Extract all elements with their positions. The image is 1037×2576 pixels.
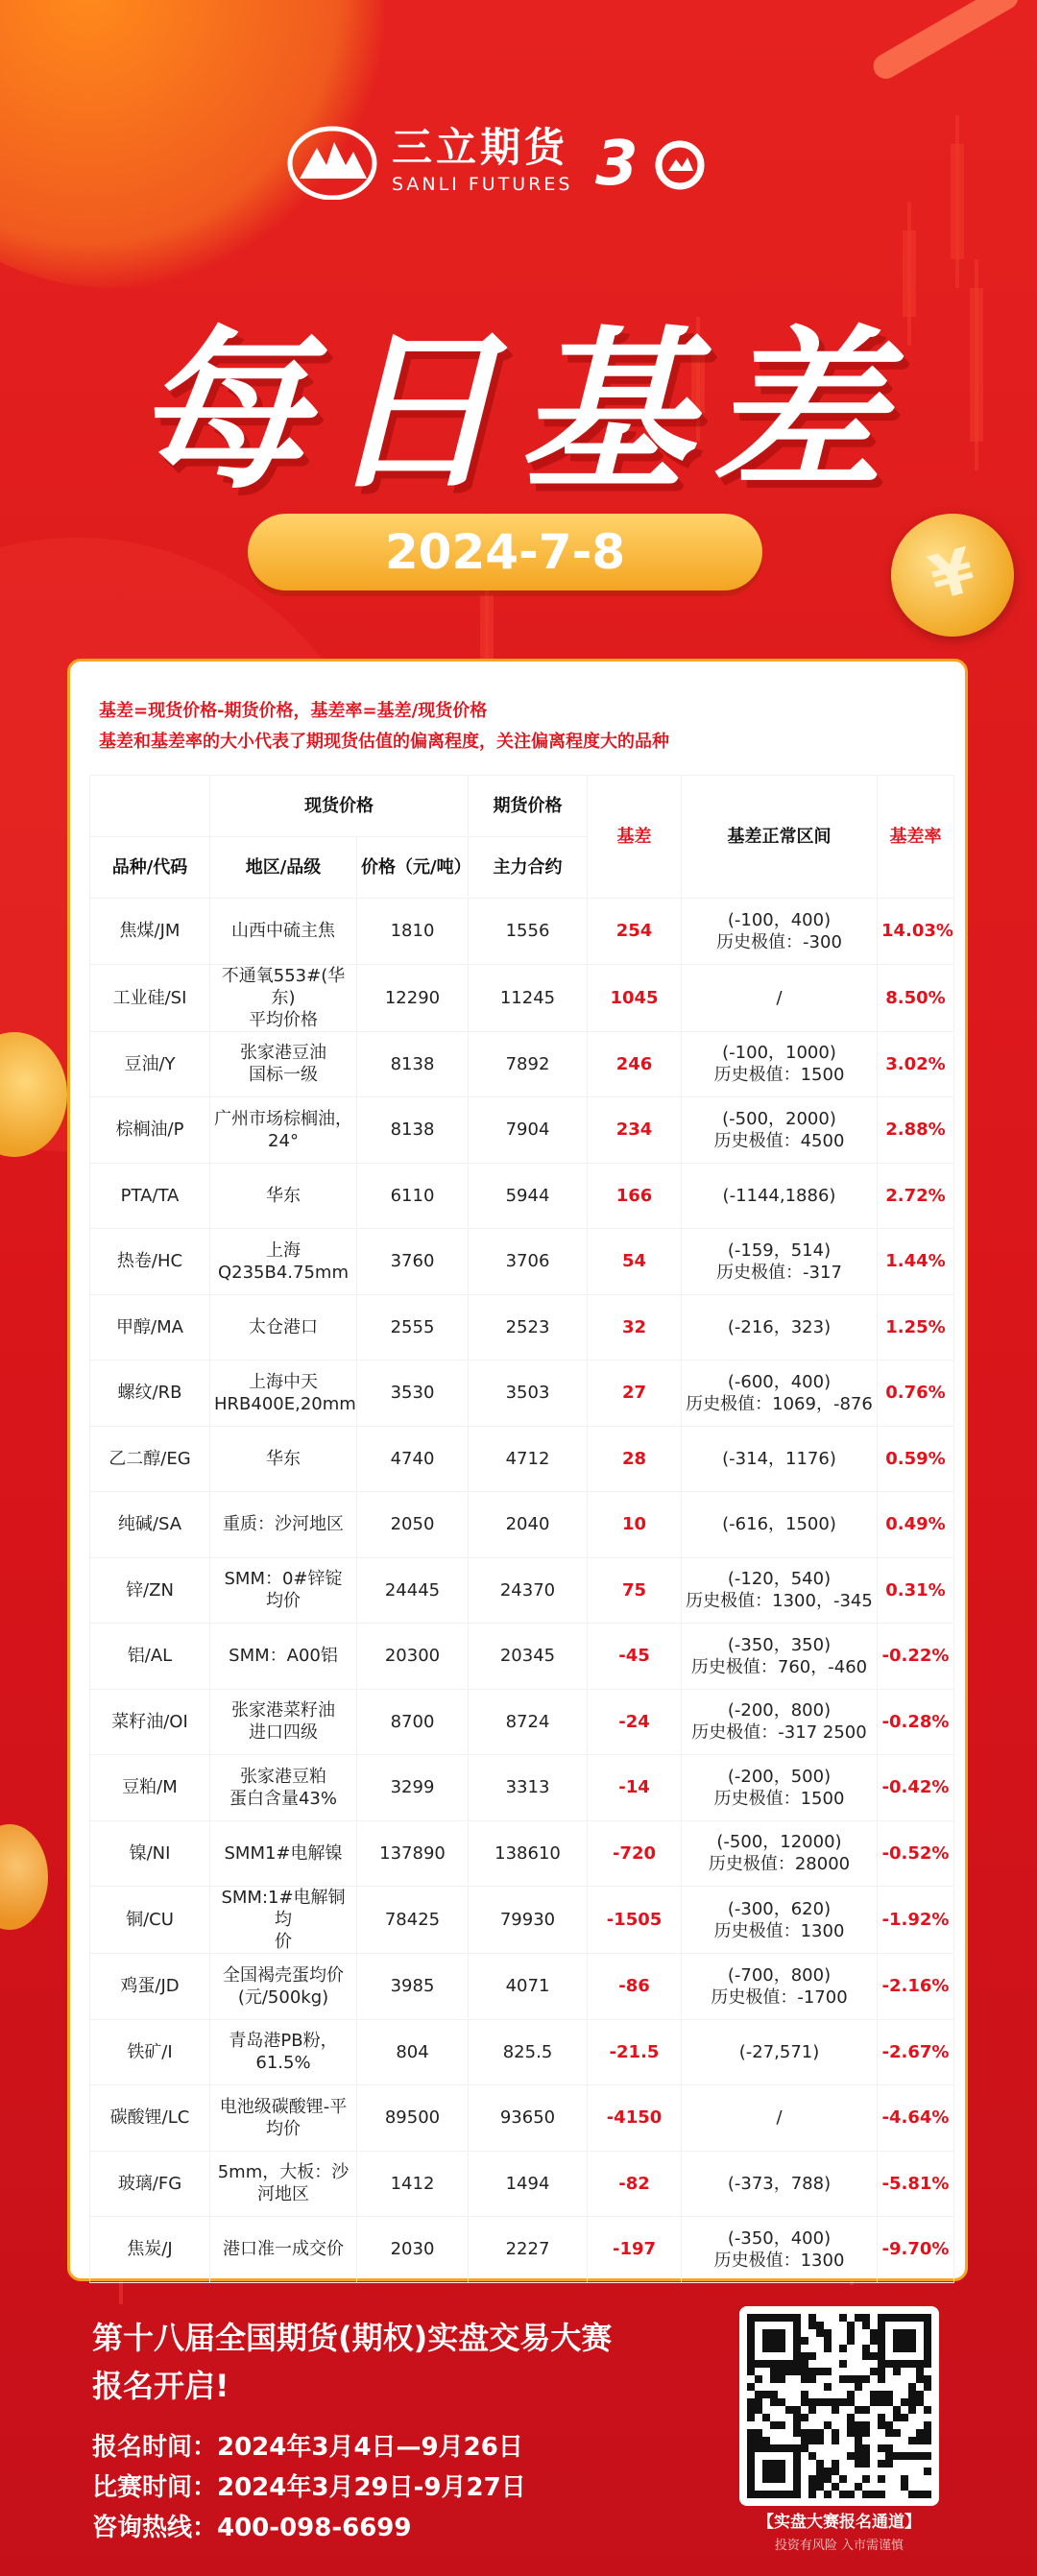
futures-price-cell: 5944: [469, 1163, 588, 1229]
contest-info: [92, 2427, 526, 2548]
spot-price-cell: 4740: [357, 1426, 469, 1492]
basis-cell: -1505: [588, 1887, 682, 1954]
basis-cell: -4150: [588, 2085, 682, 2152]
normal-range-cell: (-350，350) 历史极值：760，-460: [682, 1624, 878, 1690]
spot-price-cell: 89500: [357, 2085, 469, 2152]
variety-cell: 工业硅/SI: [90, 964, 210, 1031]
table-row: [90, 2019, 954, 2085]
spot-price-cell: 2050: [357, 1492, 469, 1558]
table-row: [90, 1360, 954, 1427]
basis-rate-cell: 0.31%: [878, 1557, 954, 1624]
basis-rate-cell: 14.03%: [878, 899, 954, 965]
variety-cell: 玻璃/FG: [90, 2151, 210, 2217]
basis-rate-cell: 8.50%: [878, 964, 954, 1031]
variety-cell: 热卷/HC: [90, 1229, 210, 1295]
basis-cell: 254: [588, 899, 682, 965]
normal-range-cell: (-159，514) 历史极值：-317: [682, 1229, 878, 1295]
basis-cell: -720: [588, 1820, 682, 1887]
variety-cell: 焦炭/J: [90, 2217, 210, 2283]
basis-rate-cell: -5.81%: [878, 2151, 954, 2217]
header-basis-rate: 基差率: [878, 776, 954, 899]
brand-logo: [286, 123, 711, 200]
variety-cell: 菜籽油/OI: [90, 1689, 210, 1755]
basis-rate-cell: -2.16%: [878, 1954, 954, 2020]
futures-price-cell: 11245: [469, 964, 588, 1031]
spot-price-cell: 20300: [357, 1624, 469, 1690]
basis-cell: -82: [588, 2151, 682, 2217]
futures-price-cell: 138610: [469, 1820, 588, 1887]
basis-cell: -14: [588, 1755, 682, 1821]
futures-price-cell: 3503: [469, 1360, 588, 1427]
spot-price-cell: 3299: [357, 1755, 469, 1821]
qr-label: 【实盘大赛报名通道】: [758, 2513, 921, 2532]
variety-cell: 豆油/Y: [90, 1031, 210, 1097]
region-cell: 不通氧553#(华东) 平均价格: [210, 964, 357, 1031]
spot-price-cell: 3530: [357, 1360, 469, 1427]
futures-price-cell: 20345: [469, 1624, 588, 1690]
table-row: [90, 1954, 954, 2020]
header-spot-value: 价格（元/吨）: [357, 837, 469, 899]
region-cell: SMM:1#电解铜均 价: [210, 1887, 357, 1954]
basis-cell: -21.5: [588, 2019, 682, 2085]
table-row: [90, 2151, 954, 2217]
region-cell: 广州市场棕榈油， 24°: [210, 1097, 357, 1164]
contest-subtitle: 报名开启!: [92, 2368, 229, 2404]
spot-price-cell: 6110: [357, 1163, 469, 1229]
basis-cell: 32: [588, 1294, 682, 1360]
futures-price-cell: 825.5: [469, 2019, 588, 2085]
table-row: [90, 899, 954, 965]
spot-price-cell: 8700: [357, 1689, 469, 1755]
futures-price-cell: 4712: [469, 1426, 588, 1492]
variety-cell: 碳酸锂/LC: [90, 2085, 210, 2152]
region-cell: 青岛港PB粉， 61.5%: [210, 2019, 357, 2085]
risk-warning: 投资有风险 入市需谨慎: [774, 2539, 904, 2553]
normal-range-cell: (-200，500) 历史极值：1500: [682, 1755, 878, 1821]
yuan-coin-icon: ¥: [878, 500, 1028, 651]
normal-range-cell: (-100，1000) 历史极值：1500: [682, 1031, 878, 1097]
table-row: [90, 1492, 954, 1558]
region-cell: 港口准一成交价: [210, 2217, 357, 2283]
spot-price-cell: 2030: [357, 2217, 469, 2283]
basis-cell: 10: [588, 1492, 682, 1558]
basis-rate-cell: 3.02%: [878, 1031, 954, 1097]
basis-rate-cell: -0.28%: [878, 1689, 954, 1755]
header-variety: 品种/代码: [90, 837, 210, 899]
variety-cell: 铜/CU: [90, 1887, 210, 1954]
basis-rate-cell: 2.88%: [878, 1097, 954, 1164]
variety-cell: 锌/ZN: [90, 1557, 210, 1624]
mountain-logo-icon: [286, 123, 378, 200]
normal-range-cell: (-600，400) 历史极值：1069，-876: [682, 1360, 878, 1427]
futures-price-cell: 3313: [469, 1755, 588, 1821]
basis-rate-cell: 0.49%: [878, 1492, 954, 1558]
table-row: [90, 2217, 954, 2283]
region-cell: 太仓港口: [210, 1294, 357, 1360]
basis-cell: 234: [588, 1097, 682, 1164]
basis-rate-cell: -0.22%: [878, 1624, 954, 1690]
table-body: [90, 899, 954, 2283]
spot-price-cell: 3985: [357, 1954, 469, 2020]
variety-cell: 棕榈油/P: [90, 1097, 210, 1164]
basis-cell: 246: [588, 1031, 682, 1097]
header-spot-price: 现货价格: [210, 776, 469, 837]
spot-price-cell: 24445: [357, 1557, 469, 1624]
table-row: [90, 1426, 954, 1492]
normal-range-cell: (-350，400) 历史极值：1300: [682, 2217, 878, 2283]
variety-cell: 螺纹/RB: [90, 1360, 210, 1427]
basis-rate-cell: -9.70%: [878, 2217, 954, 2283]
basis-cell: 1045: [588, 964, 682, 1031]
signup-time: 报名时间：2024年3月4日—9月26日: [92, 2433, 523, 2462]
region-cell: 上海中天 HRB400E,20mm: [210, 1360, 357, 1427]
futures-price-cell: 2227: [469, 2217, 588, 2283]
normal-range-cell: (-616，1500): [682, 1492, 878, 1558]
variety-cell: 乙二醇/EG: [90, 1426, 210, 1492]
definition-notes: [99, 696, 669, 758]
basis-cell: 27: [588, 1360, 682, 1427]
anniversary-30-icon: [595, 127, 711, 196]
region-cell: 张家港菜籽油 进口四级: [210, 1689, 357, 1755]
basis-rate-cell: -0.42%: [878, 1755, 954, 1821]
region-cell: 华东: [210, 1163, 357, 1229]
basis-rate-cell: 0.59%: [878, 1426, 954, 1492]
page-title: 每日基差: [133, 312, 903, 513]
table-row: [90, 1887, 954, 1954]
futures-price-cell: 24370: [469, 1557, 588, 1624]
basis-cell: 54: [588, 1229, 682, 1295]
region-cell: 上海 Q235B4.75mm: [210, 1229, 357, 1295]
normal-range-cell: (-373，788): [682, 2151, 878, 2217]
table-row: [90, 1163, 954, 1229]
header-normal-range: 基差正常区间: [682, 776, 878, 899]
variety-cell: 焦煤/JM: [90, 899, 210, 965]
contest-title: 第十八届全国期货(期权)实盘交易大赛: [92, 2320, 613, 2356]
region-cell: 张家港豆粕 蛋白含量43%: [210, 1755, 357, 1821]
region-cell: SMM：0#锌锭 均价: [210, 1557, 357, 1624]
region-cell: SMM：A00铝: [210, 1624, 357, 1690]
table-row: [90, 2085, 954, 2152]
futures-price-cell: 79930: [469, 1887, 588, 1954]
futures-price-cell: 93650: [469, 2085, 588, 2152]
region-cell: 全国褐壳蛋均价 (元/500kg): [210, 1954, 357, 2020]
basis-rate-cell: 1.25%: [878, 1294, 954, 1360]
normal-range-cell: (-500，2000) 历史极值：4500: [682, 1097, 878, 1164]
basis-cell: 28: [588, 1426, 682, 1492]
variety-cell: 鸡蛋/JD: [90, 1954, 210, 2020]
variety-cell: 豆粕/M: [90, 1755, 210, 1821]
date-badge: 2024-7-8: [248, 514, 762, 590]
basis-rate-cell: 1.44%: [878, 1229, 954, 1295]
basis-rate-cell: -4.64%: [878, 2085, 954, 2152]
header: [0, 0, 1037, 653]
table-row: [90, 1755, 954, 1821]
spot-price-cell: 8138: [357, 1097, 469, 1164]
contest-headline: [92, 2314, 612, 2410]
region-cell: SMM1#电解镍: [210, 1820, 357, 1887]
variety-cell: 镍/NI: [90, 1820, 210, 1887]
spot-price-cell: 8138: [357, 1031, 469, 1097]
spot-price-cell: 804: [357, 2019, 469, 2085]
futures-price-cell: 4071: [469, 1954, 588, 2020]
futures-price-cell: 3706: [469, 1229, 588, 1295]
header-region: 地区/品级: [210, 837, 357, 899]
note-line: 基差=现货价格-期货价格，基差率=基差/现货价格: [99, 701, 488, 721]
basis-cell: -197: [588, 2217, 682, 2283]
basis-cell: 166: [588, 1163, 682, 1229]
futures-price-cell: 2040: [469, 1492, 588, 1558]
variety-cell: 铁矿/I: [90, 2019, 210, 2085]
normal-range-cell: /: [682, 2085, 878, 2152]
basis-rate-cell: -0.52%: [878, 1820, 954, 1887]
basis-cell: 75: [588, 1557, 682, 1624]
region-cell: 山西中硫主焦: [210, 899, 357, 965]
basis-rate-cell: -1.92%: [878, 1887, 954, 1954]
basis-rate-cell: 0.76%: [878, 1360, 954, 1427]
note-line: 基差和基差率的大小代表了期现货估值的偏离程度，关注偏离程度大的品种: [99, 732, 669, 752]
basis-cell: -24: [588, 1689, 682, 1755]
futures-price-cell: 1556: [469, 899, 588, 965]
table-row: [90, 1557, 954, 1624]
futures-price-cell: 7904: [469, 1097, 588, 1164]
region-cell: 电池级碳酸锂-平 均价: [210, 2085, 357, 2152]
qr-code[interactable]: [739, 2306, 939, 2506]
normal-range-cell: (-120，540) 历史极值：1300，-345: [682, 1557, 878, 1624]
spot-price-cell: 1412: [357, 2151, 469, 2217]
variety-cell: PTA/TA: [90, 1163, 210, 1229]
spot-price-cell: 3760: [357, 1229, 469, 1295]
header-basis: 基差: [588, 776, 682, 899]
normal-range-cell: (-100，400) 历史极值：-300: [682, 899, 878, 965]
contest-time: 比赛时间：2024年3月29日-9月27日: [92, 2473, 526, 2502]
brand-name-en: SANLI FUTURES: [392, 174, 573, 195]
futures-price-cell: 2523: [469, 1294, 588, 1360]
normal-range-cell: (-216，323): [682, 1294, 878, 1360]
basis-rate-cell: -2.67%: [878, 2019, 954, 2085]
table-row: [90, 964, 954, 1031]
spot-price-cell: 1810: [357, 899, 469, 965]
normal-range-cell: (-27,571): [682, 2019, 878, 2085]
normal-range-cell: (-300，620) 历史极值：1300: [682, 1887, 878, 1954]
spot-price-cell: 78425: [357, 1887, 469, 1954]
brand-name-cn: 三立期货: [392, 124, 569, 171]
table-row: [90, 1031, 954, 1097]
spot-price-cell: 137890: [357, 1820, 469, 1887]
qr-code-icon: [739, 2306, 939, 2506]
spot-price-cell: 12290: [357, 964, 469, 1031]
region-cell: 5mm，大板：沙 河地区: [210, 2151, 357, 2217]
futures-price-cell: 8724: [469, 1689, 588, 1755]
header-blank: [90, 776, 210, 837]
normal-range-cell: /: [682, 964, 878, 1031]
spot-price-cell: 2555: [357, 1294, 469, 1360]
table-row: [90, 1624, 954, 1690]
header-futures-price: 期货价格: [469, 776, 588, 837]
header-main-contract: 主力合约: [469, 837, 588, 899]
table-row: [90, 1820, 954, 1887]
futures-price-cell: 1494: [469, 2151, 588, 2217]
variety-cell: 甲醇/MA: [90, 1294, 210, 1360]
anniversary-number: 3: [595, 129, 639, 196]
normal-range-cell: (-1144,1886): [682, 1163, 878, 1229]
variety-cell: 纯碱/SA: [90, 1492, 210, 1558]
hotline: 咨询热线：400-098-6699: [92, 2514, 412, 2542]
basis-cell: -86: [588, 1954, 682, 2020]
table-row: [90, 1689, 954, 1755]
normal-range-cell: (-200，800) 历史极值：-317 2500: [682, 1689, 878, 1755]
basis-cell: -45: [588, 1624, 682, 1690]
basis-rate-cell: 2.72%: [878, 1163, 954, 1229]
table-row: [90, 1229, 954, 1295]
futures-price-cell: 7892: [469, 1031, 588, 1097]
variety-cell: 铝/AL: [90, 1624, 210, 1690]
table-row: [90, 1294, 954, 1360]
basis-card: [67, 659, 968, 2281]
region-cell: 张家港豆油 国标一级: [210, 1031, 357, 1097]
region-cell: 华东: [210, 1426, 357, 1492]
basis-table: [89, 775, 954, 2283]
normal-range-cell: (-700，800) 历史极值：-1700: [682, 1954, 878, 2020]
normal-range-cell: (-500，12000) 历史极值：28000: [682, 1820, 878, 1887]
table-row: [90, 1097, 954, 1164]
region-cell: 重质：沙河地区: [210, 1492, 357, 1558]
normal-range-cell: (-314，1176): [682, 1426, 878, 1492]
